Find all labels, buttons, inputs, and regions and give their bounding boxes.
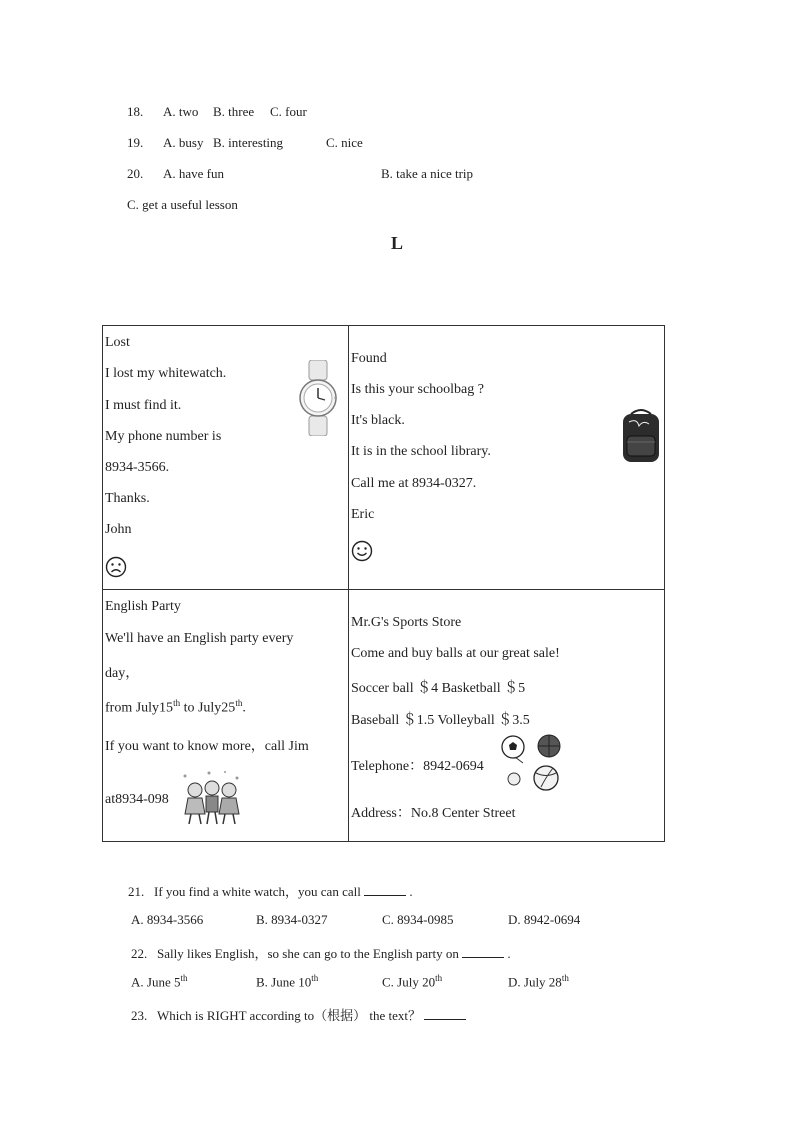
q21-option-d: D. 8942-0694 xyxy=(508,912,581,927)
q21-stem: 21. If you find a white watch，you can call . xyxy=(128,884,413,899)
answer-blank[interactable] xyxy=(462,945,504,958)
found-title: Found xyxy=(351,351,387,366)
q21-option-c: C. 8934-0985 xyxy=(382,912,454,927)
q22-option-d: D. July 28th xyxy=(508,973,569,990)
store-title: Mr.G's Sports Store xyxy=(351,615,462,630)
q18-option-c: C. four xyxy=(270,104,307,119)
store-line-2: Soccer ball ＄4 Basketball ＄5 xyxy=(351,681,526,696)
party-line-4: If you want to know more，call Jim xyxy=(105,739,309,754)
q22-option-b: B. June 10th xyxy=(256,973,319,990)
lost-line-3: My phone number is xyxy=(105,429,222,444)
q18-option-b: B. three xyxy=(213,104,255,119)
q20-option-a: A. have fun xyxy=(163,166,225,181)
q18-option-a: A. two xyxy=(163,104,199,119)
lost-line-1: I lost my whitewatch. xyxy=(105,366,227,381)
answer-blank[interactable] xyxy=(424,1007,466,1020)
store-line-5: Address：No.8 Center Street xyxy=(351,806,516,821)
q20-option-b: B. take a nice trip xyxy=(381,166,474,181)
found-notice xyxy=(349,326,665,590)
party-line-3: from July15th to July25th. xyxy=(105,698,246,716)
black-schoolbag-image xyxy=(617,406,665,466)
q20-number: 20. xyxy=(127,166,144,181)
lost-line-2: I must find it. xyxy=(105,398,182,413)
party-line-5: at8934-098 xyxy=(105,792,169,807)
white-watch-image xyxy=(299,360,337,436)
q19-option-c: C. nice xyxy=(326,135,363,150)
dancing-kids-image xyxy=(179,770,245,828)
party-line-2: day， xyxy=(105,666,140,681)
notice-board-table xyxy=(102,325,665,842)
found-line-2: It's black. xyxy=(351,413,405,428)
party-line-1: We'll have an English party every xyxy=(105,631,294,646)
q22-option-c: C. July 20th xyxy=(382,973,443,990)
smile-face-icon xyxy=(351,540,373,562)
q23-stem: 23. Which is RIGHT according to（根据） the text？ xyxy=(131,1005,466,1024)
q21-option-b: B. 8934-0327 xyxy=(256,912,328,927)
store-line-1: Come and buy balls at our great sale! xyxy=(351,646,560,661)
balls-image xyxy=(501,733,565,797)
lost-line-4: 8934-3566. xyxy=(105,460,170,475)
q18-number: 18. xyxy=(127,104,144,119)
lost-line-6: John xyxy=(105,522,132,537)
q22-stem: 22. Sally likes English，so she can go to the English party on . xyxy=(131,946,511,961)
lost-notice xyxy=(103,326,349,590)
lost-title: Lost xyxy=(105,335,130,350)
sad-face-icon xyxy=(105,556,127,578)
found-line-5: Eric xyxy=(351,507,375,522)
q19-option-a: A. busy xyxy=(163,135,204,150)
sports-store-notice xyxy=(349,590,665,842)
q19-option-b: B. interesting xyxy=(213,135,284,150)
store-line-3: Baseball ＄1.5 Volleyball ＄3.5 xyxy=(351,713,530,728)
store-line-4: Telephone：8942-0694 xyxy=(351,759,484,774)
q19-number: 19. xyxy=(127,135,144,150)
party-notice xyxy=(103,590,349,842)
party-title: English Party xyxy=(105,599,181,614)
section-title: L xyxy=(390,233,403,253)
q20-option-c: C. get a useful lesson xyxy=(127,197,238,212)
answer-blank[interactable] xyxy=(364,883,406,896)
q21-option-a: A. 8934-3566 xyxy=(131,912,204,927)
found-line-4: Call me at 8934-0327. xyxy=(351,476,477,491)
lost-line-5: Thanks. xyxy=(105,491,150,506)
found-line-1: Is this your schoolbag ? xyxy=(351,382,484,397)
found-line-3: It is in the school library. xyxy=(351,444,491,459)
q22-option-a: A. June 5th xyxy=(131,973,188,990)
